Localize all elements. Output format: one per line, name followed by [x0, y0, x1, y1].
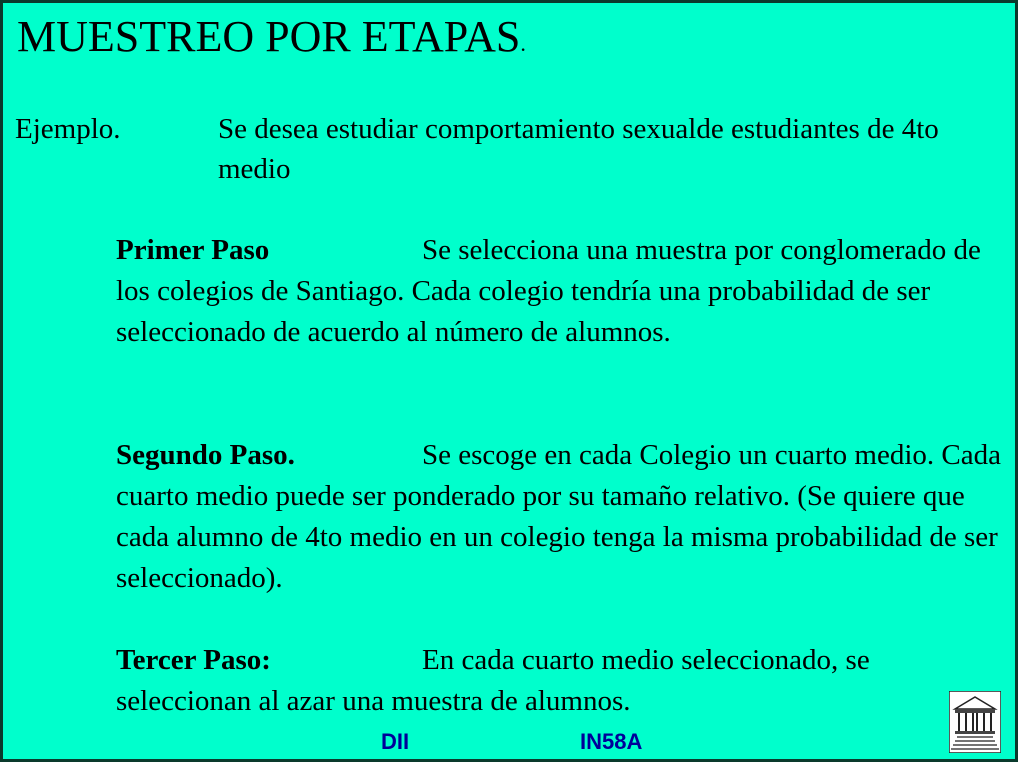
- step-1: [116, 230, 1006, 353]
- footer-right-text: IN58A: [580, 729, 643, 754]
- example-text: Se desea estudiar comportamiento sexualde estudiantes de 4to medio: [218, 113, 939, 185]
- step-3-text: En cada cuarto medio seleccionado, se seleccionan al azar una muestra de alumnos.: [116, 644, 870, 717]
- step-3: [116, 640, 1006, 722]
- slide-title-period: .: [520, 31, 526, 56]
- step-2-text: Se escoge en cada Colegio un cuarto medio. Cada cuarto medio puede ser ponderado por su tamaño relativo. (Se quiere que cada alumno de 4to medio en un colegio tenga la misma probabilidad de ser seleccionado).: [116, 439, 1001, 594]
- university-building-icon: [949, 691, 1001, 753]
- example-label: Ejemplo.: [15, 113, 121, 145]
- step-3-label: Tercer Paso:: [116, 644, 271, 676]
- step-2-label: Segundo Paso.: [116, 439, 295, 471]
- slide-title: [17, 11, 526, 70]
- step-2: [116, 435, 1006, 599]
- step-1-text: Se selecciona una muestra por conglomerado de los colegios de Santiago. Cada colegio tendría una probabilidad de ser seleccionado de acuerdo al número de alumnos.: [116, 234, 981, 348]
- step-1-label: Primer Paso: [116, 234, 270, 266]
- slide-title-text: MUESTREO POR ETAPAS: [17, 12, 521, 61]
- footer-left-text: DII: [381, 729, 410, 754]
